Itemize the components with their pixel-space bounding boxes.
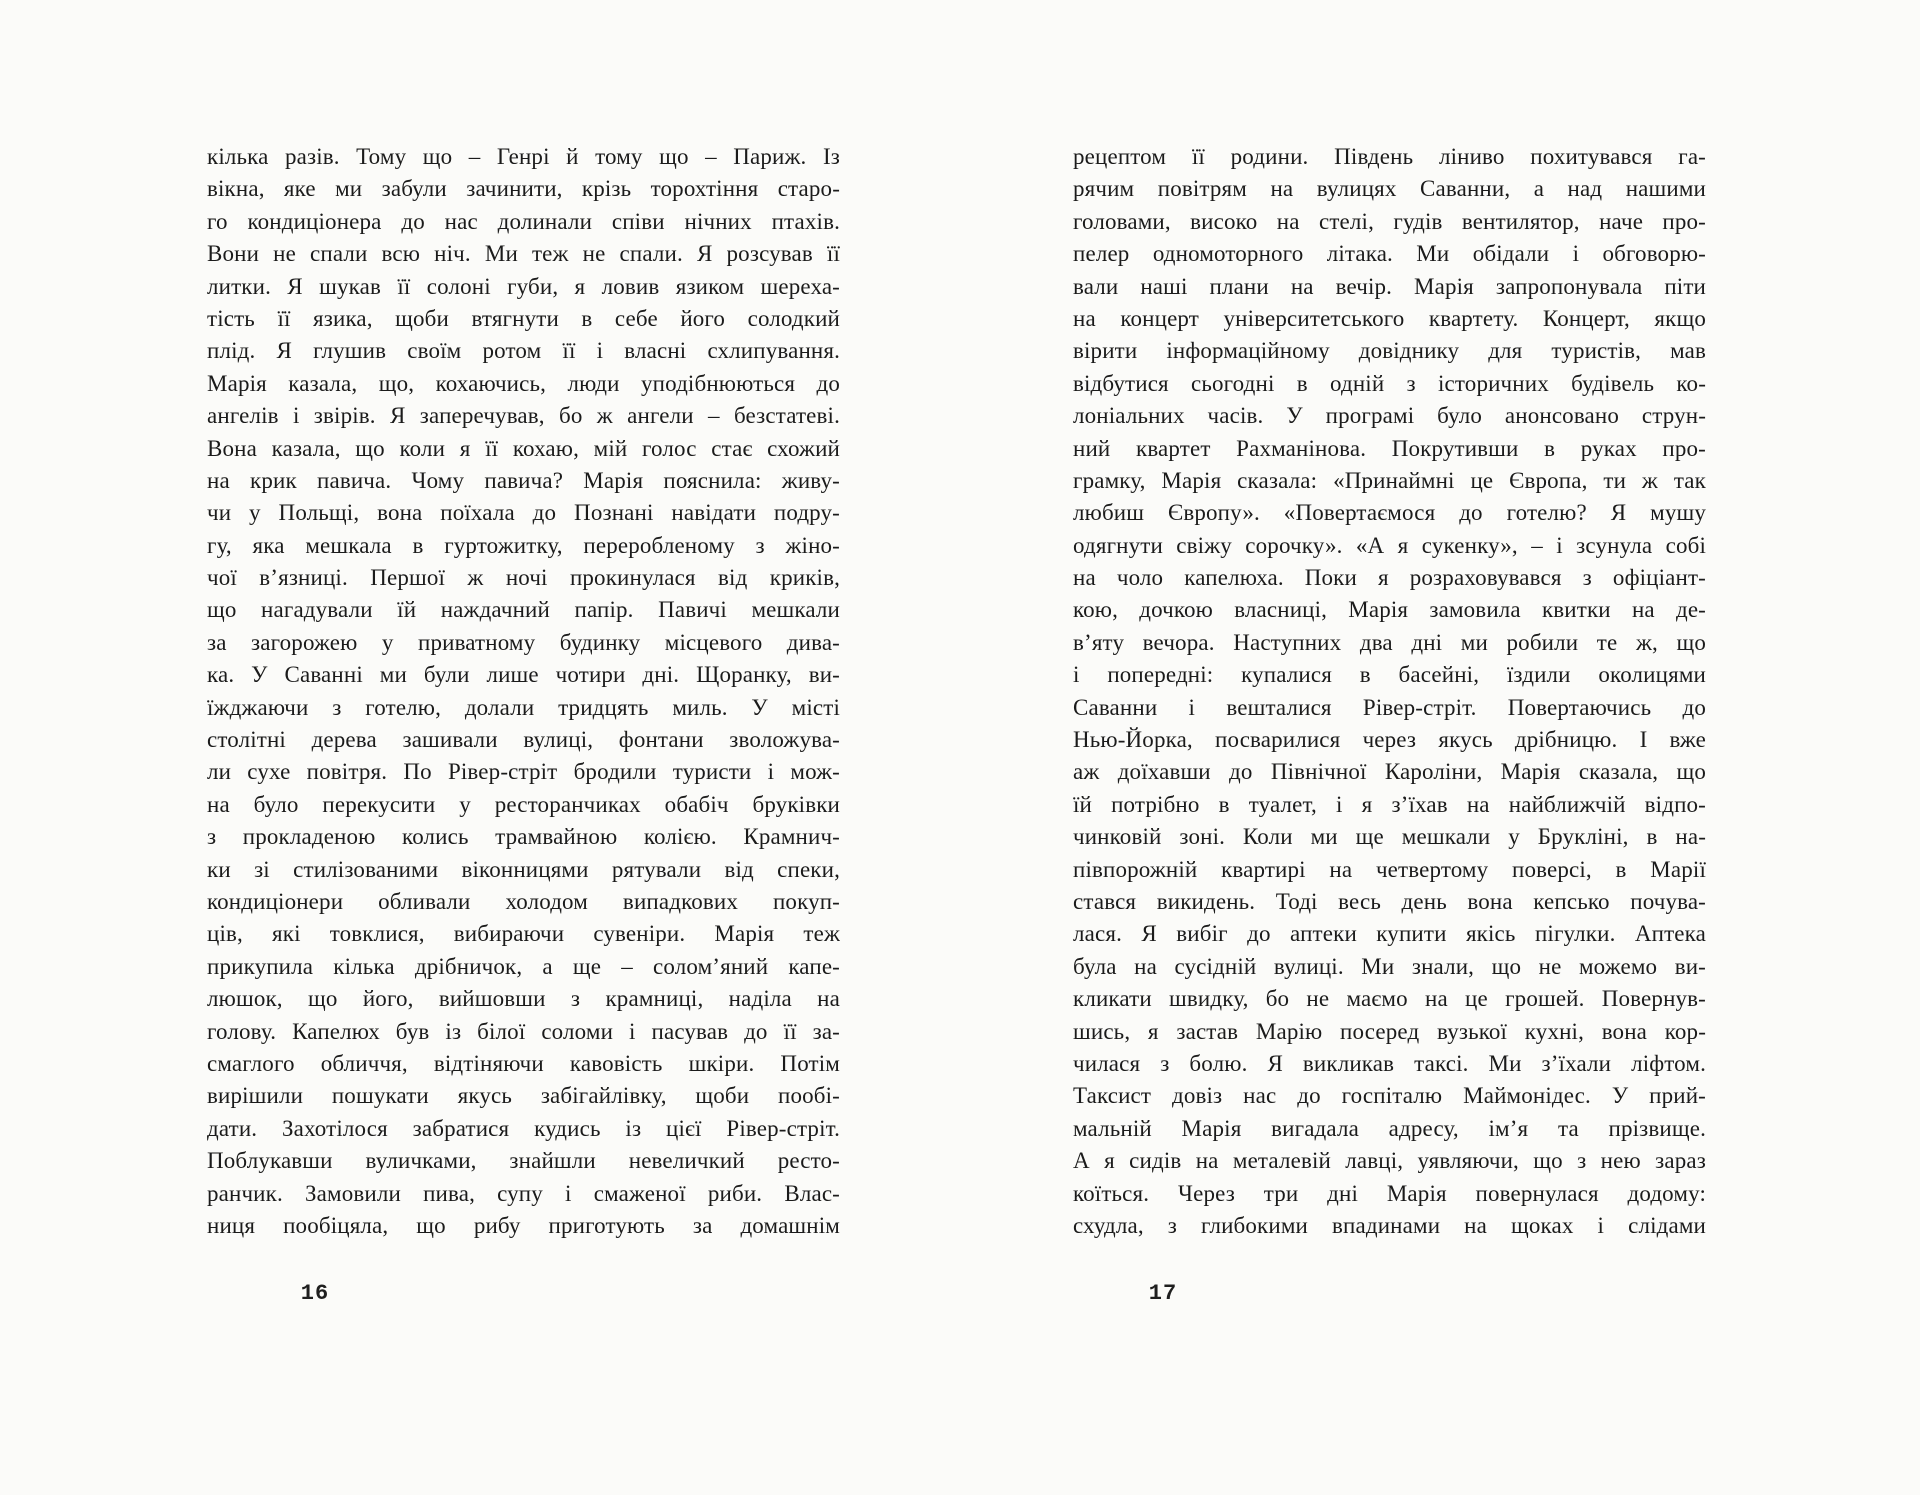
text-line: Марія казала, що, кохаючись, люди уподібнюються до — [207, 370, 840, 396]
text-line: лоніальних часів. У програмі було анонсовано струн- — [1073, 403, 1706, 429]
page-number-left: 16 — [300, 1281, 330, 1306]
text-line: мальній Марія вигадала адресу, ім’я та прізвище. — [1073, 1115, 1706, 1141]
text-line: ки зі стилізованими віконницями рятували від спеки, — [207, 856, 840, 882]
text-line: литки. Я шукав її солоні губи, я ловив язиком шереха- — [207, 273, 840, 299]
text-line: одягнути свіжу сорочку». «А я сукенку», – і зсунула собі — [1073, 532, 1706, 558]
text-line: Нью-Йорка, посварилися через якусь дрібницю. І вже — [1073, 727, 1706, 753]
text-line: їй потрібно в туалет, і я з’їхав на найближчій відпо- — [1073, 791, 1706, 817]
text-line: ка. У Саванні ми були лише чотири дні. Щоранку, ви- — [207, 662, 840, 688]
text-line: голову. Капелюх був із білої соломи і пасував до її за- — [207, 1018, 840, 1044]
text-line: Таксист довіз нас до госпіталю Маймонідес. У прий- — [1073, 1083, 1706, 1109]
text-line: і попередні: купалися в басейні, їздили околицями — [1073, 662, 1706, 688]
text-line: любиш Європу». «Повертаємося до готелю? Я мушу — [1073, 500, 1706, 526]
text-line: грамку, Марія сказала: «Принаймні це Європа, ти ж так — [1073, 467, 1706, 493]
text-line: на чоло капелюха. Поки я розраховувався з офіціант- — [1073, 565, 1706, 591]
text-line: лася. Я вибіг до аптеки купити якісь пігулки. Аптека — [1073, 921, 1706, 947]
text-line: А я сидів на металевій лавці, уявляючи, що з нею зараз — [1073, 1148, 1706, 1174]
text-line: столітні дерева зашивали вулиці, фонтани зволожува- — [207, 727, 840, 753]
text-line: рецептом її родини. Південь ліниво похитувався га- — [1073, 144, 1706, 169]
text-line: головами, високо на стелі, гудів вентилятор, наче про- — [1073, 208, 1706, 234]
text-line: Поблукавши вуличками, знайшли невеличкий ресто- — [207, 1148, 840, 1174]
text-line: на концерт університетського квартету. Концерт, якщо — [1073, 305, 1706, 331]
text-line: на було перекусити у ресторанчиках обабіч бруківки — [207, 791, 840, 817]
text-line: ли сухе повітря. По Рівер-стріт бродили туристи і мож- — [207, 759, 840, 785]
text-line: що нагадували їй наждачний папір. Павичі мешкали — [207, 597, 840, 623]
text-line: на крик павича. Чому павича? Марія пояснила: живу- — [207, 467, 840, 493]
text-line: рячим повітрям на вулицях Саванни, а над нашими — [1073, 176, 1706, 202]
text-line: з прокладеною колись трамвайною колією. Крамнич- — [207, 824, 840, 850]
text-line: їжджаючи з готелю, долали тридцять миль. У місті — [207, 694, 840, 720]
text-line: люшок, що його, вийшовши з крамниці, наділа на — [207, 986, 840, 1012]
text-line: була на сусідній вулиці. Ми знали, що не можемо ви- — [1073, 953, 1706, 979]
page-right — [960, 0, 1920, 1495]
text-line: Вона казала, що коли я її кохаю, мій голос стає схожий — [207, 435, 840, 461]
text-line: кликати швидку, бо не маємо на це грошей. Повернув- — [1073, 986, 1706, 1012]
text-line: прикупила кілька дрібничок, а ще – солом’яний капе- — [207, 953, 840, 979]
text-line: аж доїхавши до Північної Кароліни, Марія сказала, що — [1073, 759, 1706, 785]
text-line: відбутися сьогодні в одній з історичних будівель ко- — [1073, 370, 1706, 396]
text-line: ранчик. Замовили пива, супу і смаженої риби. Влас- — [207, 1180, 840, 1206]
text-line: ниця пообіцяла, що рибу приготують за домашнім — [207, 1212, 840, 1238]
text-line: вірити інформаційному довіднику для туристів, мав — [1073, 338, 1706, 364]
text-line: ний квартет Рахманінова. Покрутивши в руках про- — [1073, 435, 1706, 461]
page-number-right: 17 — [1148, 1281, 1178, 1306]
page-left-text-block — [207, 141, 840, 1242]
text-line: Вони не спали всю ніч. Ми теж не спали. Я розсував її — [207, 241, 840, 267]
text-line: го кондиціонера до нас долинали співи нічних птахів. — [207, 208, 840, 234]
text-line: вали наші плани на вечір. Марія запропонувала піти — [1073, 273, 1706, 299]
text-line: кілька разів. Тому що – Генрі й тому що – Париж. Із — [207, 144, 840, 169]
text-line: чи у Польщі, вона поїхала до Познані навідати подру- — [207, 500, 840, 526]
text-line: гу, яка мешкала в гуртожитку, переробленому з жіно- — [207, 532, 840, 558]
text-line: чої в’язниці. Першої ж ночі прокинулася від криків, — [207, 565, 840, 591]
text-line: коїться. Через три дні Марія повернулася додому: — [1073, 1180, 1706, 1206]
text-line: пелер одномоторного літака. Ми обідали і обговорю- — [1073, 241, 1706, 267]
text-line: плід. Я глушив своїм ротом її і власні схлипування. — [207, 338, 840, 364]
text-line: дати. Захотілося забратися кудись із цієї Рівер-стріт. — [207, 1115, 840, 1141]
text-line: чинковій зоні. Коли ми ще мешкали у Брукліні, в на- — [1073, 824, 1706, 850]
page-right-text-block — [1073, 141, 1706, 1242]
text-line: кою, дочкою власниці, Марія замовила квитки на де- — [1073, 597, 1706, 623]
text-line: шись, я застав Марію посеред вузької кухні, вона кор- — [1073, 1018, 1706, 1044]
text-line: Саванни і вешталися Рівер-стріт. Повертаючись до — [1073, 694, 1706, 720]
text-line: кондиціонери обливали холодом випадкових покуп- — [207, 888, 840, 914]
text-line: схудла, з глибокими впадинами на щоках і слідами — [1073, 1212, 1706, 1238]
text-line: вирішили пошукати якусь забігайлівку, щоби пообі- — [207, 1083, 840, 1109]
text-line: чилася з болю. Я викликав таксі. Ми з’їхали ліфтом. — [1073, 1050, 1706, 1076]
text-line: в’яту вечора. Наступних два дні ми робили те ж, що — [1073, 629, 1706, 655]
text-line: ангелів і звірів. Я заперечував, бо ж ангели – безстатеві. — [207, 403, 840, 429]
text-line: смаглого обличчя, відтіняючи кавовість шкіри. Потім — [207, 1050, 840, 1076]
text-line: стався викидень. Тоді весь день вона кепсько почува- — [1073, 888, 1706, 914]
text-line: за загорожею у приватному будинку місцевого дива- — [207, 629, 840, 655]
text-line: півпорожній квартирі на четвертому поверсі, в Марії — [1073, 856, 1706, 882]
text-line: ців, які товклися, вибираючи сувеніри. Марія теж — [207, 921, 840, 947]
text-line: тість її язика, щоби втягнути в себе його солодкий — [207, 305, 840, 331]
text-line: вікна, яке ми забули зачинити, крізь торохтіння старо- — [207, 176, 840, 202]
